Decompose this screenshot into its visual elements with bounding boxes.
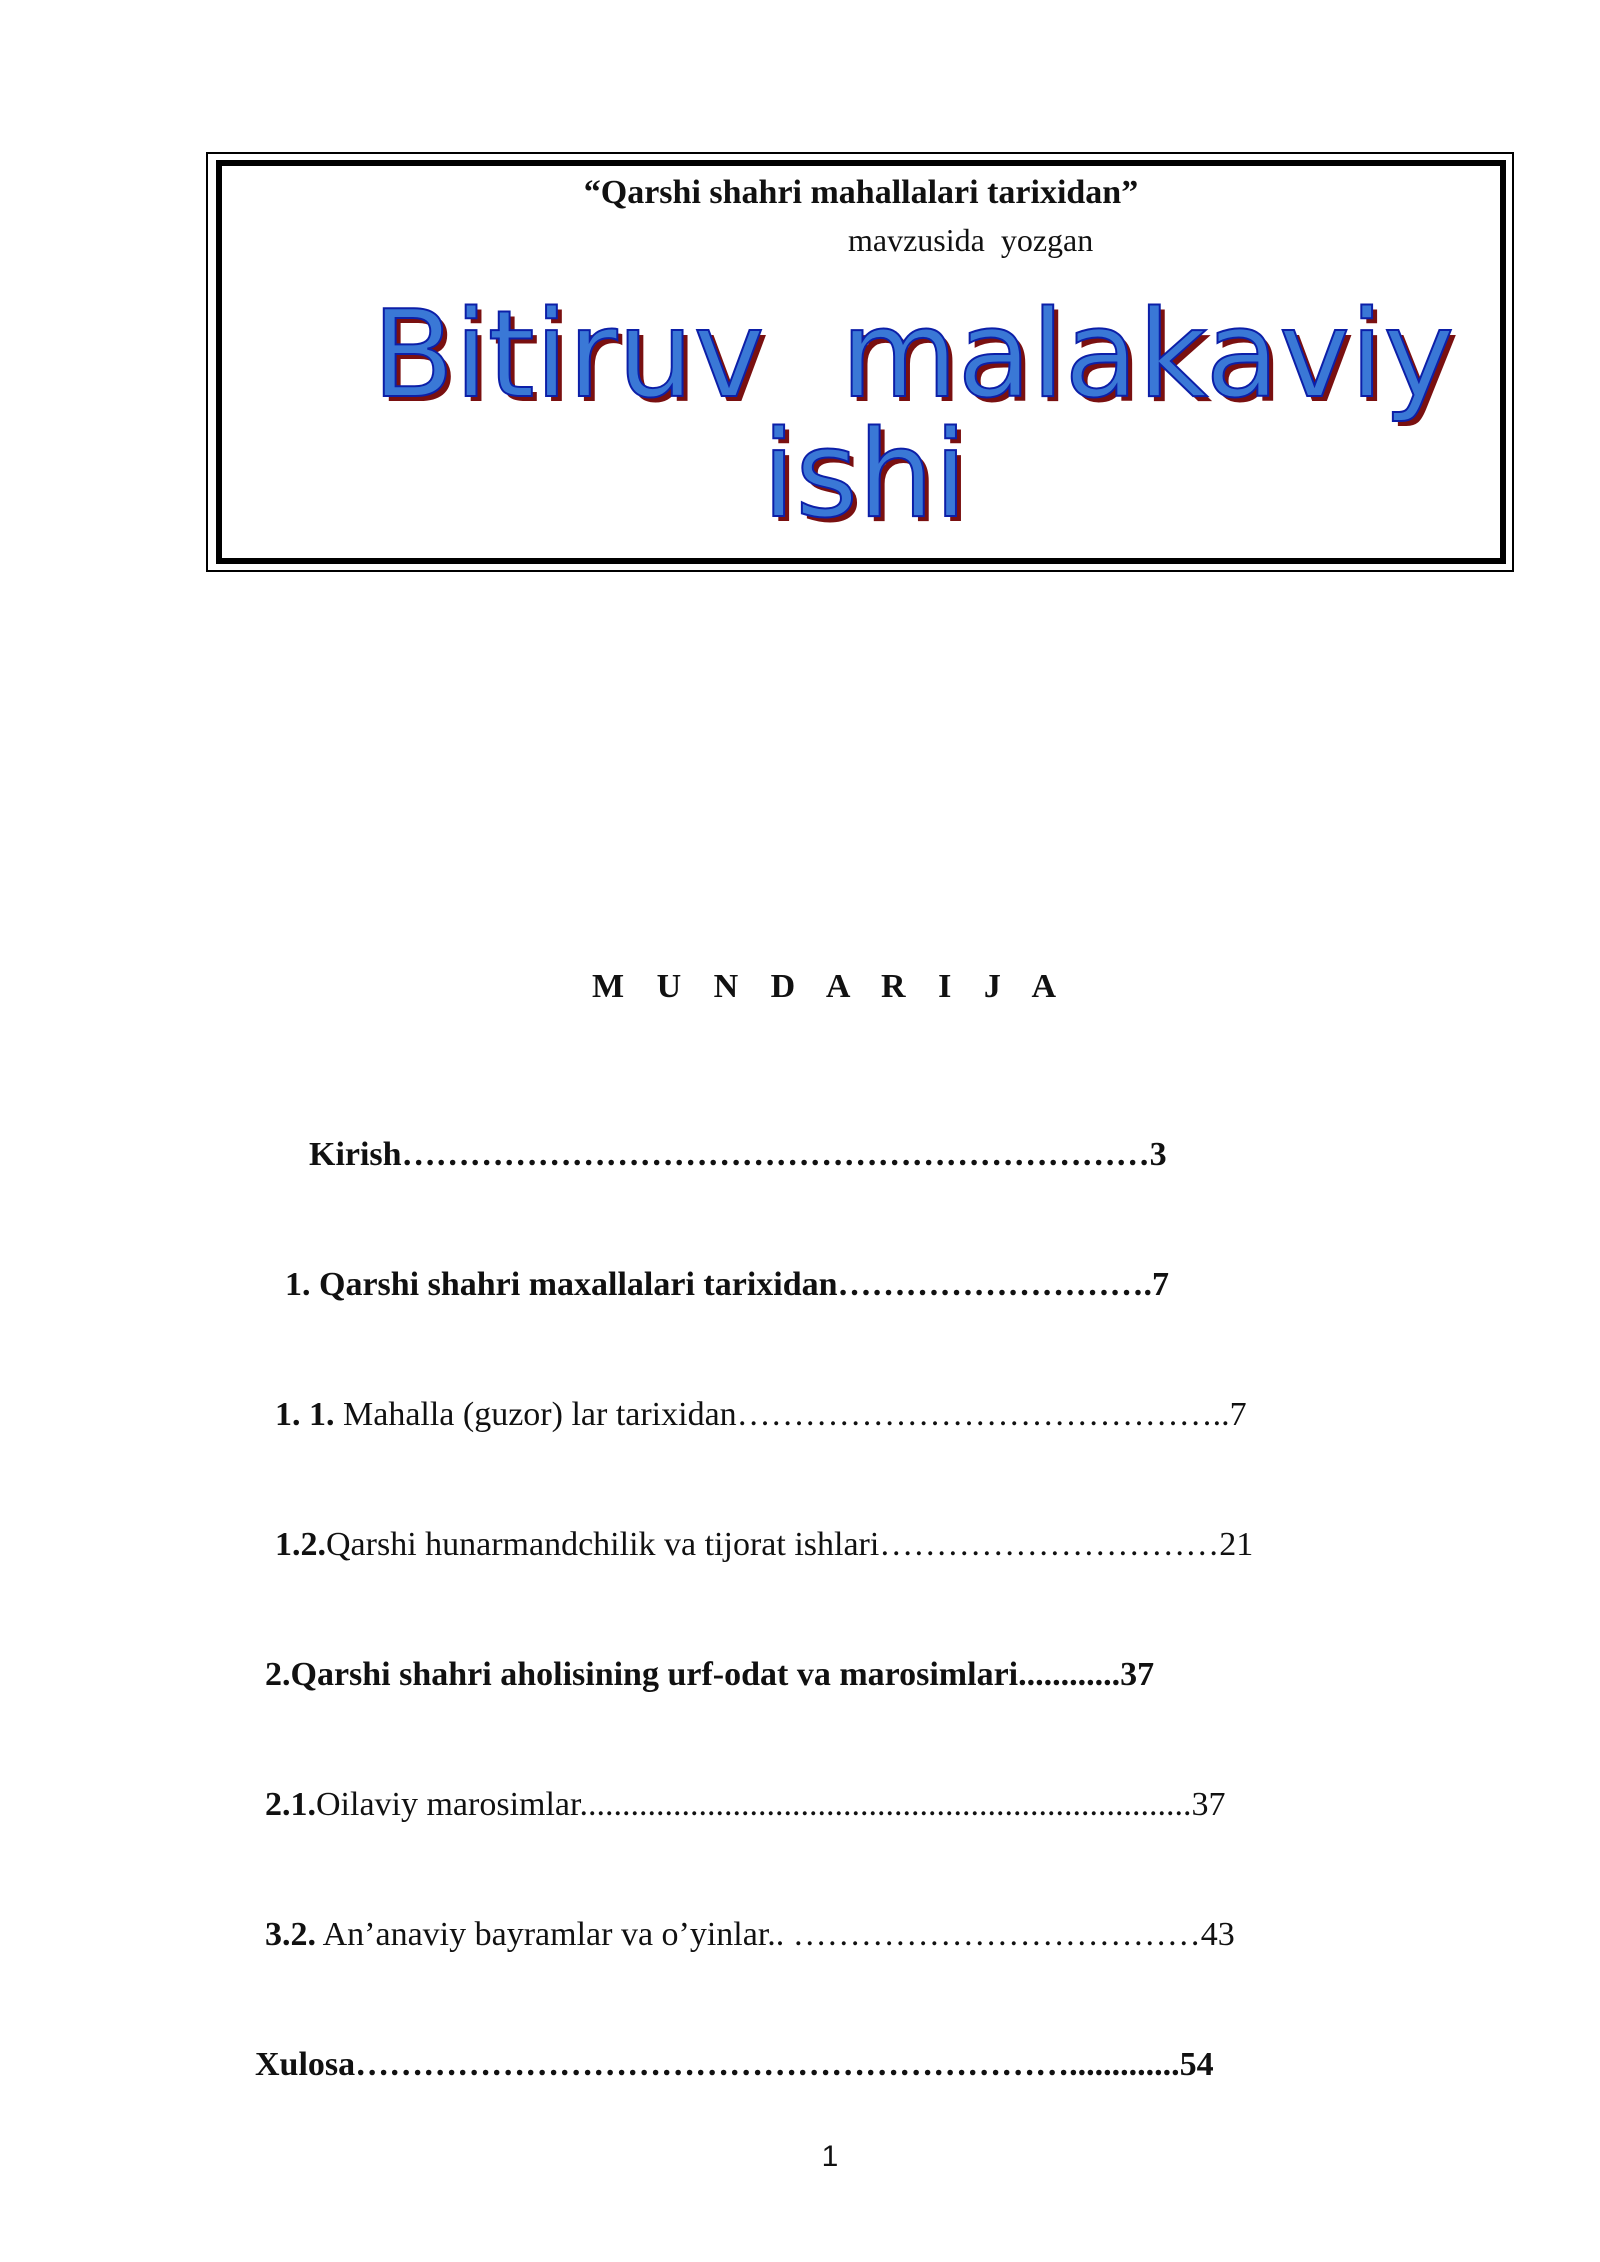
toc-entry — [248, 1748, 1225, 1824]
toc-entry-number: 1. 1. — [275, 1396, 335, 1433]
toc-entry — [238, 2008, 1214, 2084]
toc-entry-dots: ………………………………………………………… — [401, 1136, 1150, 1173]
toc-entry-label: An’anaviy bayramlar va o’yinlar.. — [316, 1916, 793, 1953]
toc-entry-page: 3 — [1149, 1136, 1167, 1173]
toc-entry-page: 54 — [1179, 2046, 1214, 2083]
toc-entry-page: 37 — [1191, 1786, 1226, 1823]
toc-entry-label: 2.Qarshi shahri aholisining urf-odat va marosimlari — [265, 1656, 1019, 1693]
toc-entry — [248, 1618, 1154, 1694]
toc-entry-label: 1. Qarshi shahri maxallalari tarixidan — [285, 1266, 838, 1303]
toc-entry-label: Kirish — [309, 1136, 402, 1173]
toc-entry-label: Qarshi hunarmandchilik va tijorat ishlari — [326, 1526, 880, 1563]
toc-entry-dots: ………………………………………………………............. — [355, 2046, 1180, 2083]
toc-entry-page: 21 — [1219, 1526, 1254, 1563]
page-number: 1 — [821, 2140, 839, 2173]
toc-entry — [268, 1228, 1169, 1304]
toc-heading: M U N D A R I J A — [591, 968, 1069, 1005]
toc-entry-dots: ………………………… — [879, 1526, 1220, 1563]
toc-entry-page: 7 — [1229, 1396, 1247, 1433]
toc-entry — [258, 1358, 1247, 1434]
toc-entry-number: 2.1. — [265, 1786, 316, 1823]
title-frame — [206, 152, 1514, 572]
wordart-title-line2: ishi — [762, 406, 968, 545]
thesis-subtopic: mavzusida yozgan — [848, 222, 1094, 258]
toc-entry-dots: ……………………………… — [792, 1916, 1201, 1953]
toc-entry — [292, 1098, 1167, 1174]
toc-entry-dots: ............ — [1018, 1656, 1121, 1693]
toc-entry-dots: ........................................................................ — [579, 1786, 1192, 1823]
title-frame-inner — [216, 160, 1506, 564]
toc-entry-label: Mahalla (guzor) lar tarixidan — [334, 1396, 737, 1433]
wordart-title-line1: Bitiruv malakaviy — [372, 286, 1455, 425]
toc-entry-label: Xulosa — [255, 2046, 356, 2083]
toc-entry-page: 7 — [1152, 1266, 1170, 1303]
toc-entry-number: 1.2. — [275, 1526, 326, 1563]
toc-entry-page: 37 — [1120, 1656, 1155, 1693]
thesis-topic: “Qarshi shahri mahallalari tarixidan” — [583, 174, 1139, 211]
toc-entry — [258, 1488, 1253, 1564]
toc-entry-number: 3.2. — [265, 1916, 316, 1953]
toc-entry-dots: ………………………. — [837, 1266, 1153, 1303]
toc-entry-label: Oilaviy marosimlar — [316, 1786, 580, 1823]
toc-entry-dots: …………………………………….. — [736, 1396, 1230, 1433]
toc-entry-page: 43 — [1200, 1916, 1235, 1953]
toc-entry — [248, 1878, 1235, 1954]
